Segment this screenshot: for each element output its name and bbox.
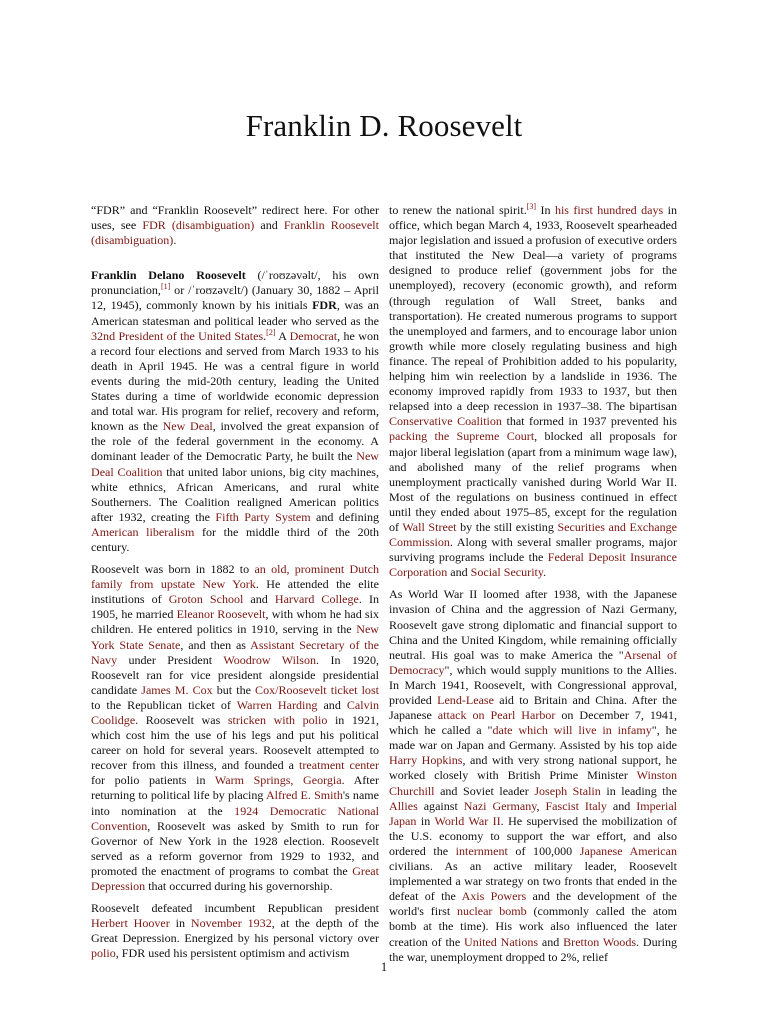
body-text: on December 7, 1941, which he called a " [389, 708, 677, 738]
hatnote [91, 203, 379, 248]
body-text: and [538, 934, 564, 949]
wiki-link[interactable]: Social Security [470, 565, 544, 580]
body-text: . [173, 233, 177, 248]
wiki-link[interactable]: internment [455, 843, 508, 858]
body-text: aid to Britain and China. After the Japanese [389, 693, 677, 723]
wiki-link[interactable]: Fascist Italy [545, 798, 607, 813]
wiki-link[interactable]: Warren Harding [236, 697, 318, 712]
page-number: 1 [380, 960, 388, 974]
body-text: in 1921, which cost him the use of his legs and put his political career on hold for several years. Roosevelt attempted to recover from this illness, and founded a [91, 713, 380, 773]
wiki-link[interactable]: Arsenal of Democracy [389, 647, 677, 677]
wiki-link[interactable]: Great Depression [91, 863, 379, 894]
body-text: As World War II loomed after 1938, with the Japanese invasion of China and the aggression of Nazi Germany, Roosevelt gave strong diplomatic and financial support to China and the United Kingdom, while remaining officially neutral. His goal was to make America the " [389, 587, 677, 662]
body-text: ", which would supply munitions to the Allies. In March 1941, Roosevelt, with Congressional approval, provided [389, 662, 677, 707]
citation-link[interactable]: [2] [266, 327, 276, 337]
wiki-link[interactable]: Herbert Hoover [91, 916, 170, 931]
wiki-link[interactable]: James M. Cox [141, 682, 213, 697]
wiki-link[interactable]: Harry Hopkins [389, 753, 463, 768]
body-text: and [243, 592, 275, 607]
wiki-link[interactable]: Federal Deposit Insurance Corporation [389, 550, 677, 580]
citation-link[interactable]: [3] [526, 201, 537, 211]
wiki-link[interactable]: Fifth Party System [215, 509, 311, 524]
body-text: and [254, 218, 284, 233]
wiki-link[interactable]: Calvin Coolidge [91, 697, 380, 727]
wiki-link[interactable]: Assistant Secretary of the Navy [91, 637, 379, 667]
body-text: and [606, 798, 637, 813]
wiki-link[interactable]: Axis Powers [461, 889, 527, 904]
body-text: of 100,000 [507, 843, 580, 858]
wiki-link[interactable]: Allies [389, 798, 418, 813]
body-text: , and then as [180, 637, 251, 652]
paragraph [389, 203, 677, 580]
paragraph [91, 268, 379, 555]
bold-term: Franklin Delano Roosevelt [91, 268, 246, 283]
left-paragraphs [91, 268, 379, 961]
body-text: . In 1920, Roosevelt ran for vice president alongside presidential candidate [91, 652, 379, 697]
body-text: In [536, 203, 555, 217]
body-text: to renew the national spirit. [389, 203, 527, 217]
body-text: , blocked all proposals for major liberal legislation (apart from a minimum wage law), and abolished many of the relief programs when unemployment practically vanished during World War II. Most of the regulations on business continued in effect until they ended about 1975–85, except for the regulation of [389, 429, 677, 534]
body-text: , he won a record four elections and served from March 1933 to his death in April 1945. He was a central figure in world events during the mid-20th century, leading the United States during a time of worldwide economic depression and total war. His program for relief, recovery and reform, known as the [91, 328, 379, 434]
wiki-link[interactable]: Winston Churchill [389, 768, 677, 798]
body-text: in office, which began March 4, 1933, Roosevelt spearheaded major legislation and issued a profusion of executive orders that instituted the New Deal—a variety of programs designed to produce relief (government jobs for the unemployed), recovery (economic growth), and reform (through regulation of Wall Street, banks and transportation). He created numerous programs to support the unemployed and farmers, and to encourage labor union growth while more closely regulating business and high finance. The repeal of Prohibition added to his popularity, helping him win reelection by a landslide in 1936. The economy improved rapidly from 1933 to 1937, but then relapsed into a deep recession in 1937–38. The bipartisan [389, 203, 677, 414]
body-text: to the Republican ticket of [91, 697, 237, 712]
wiki-link[interactable]: FDR (disambiguation) [142, 218, 255, 233]
body-text: 's name into nomination at the [91, 788, 380, 818]
page-title: Franklin D. Roosevelt [245, 108, 523, 143]
wiki-link[interactable]: Lend-Lease [437, 693, 494, 707]
body-text: against [417, 798, 464, 813]
wiki-link[interactable]: Wall Street [402, 519, 457, 534]
wiki-link[interactable]: polio [91, 946, 116, 961]
body-text: . He attended the elite institutions of [91, 577, 379, 607]
right-column [389, 203, 677, 972]
wiki-link[interactable]: Securities and Exchange Commission [389, 519, 678, 550]
body-text: but the [212, 682, 256, 697]
paragraph [91, 562, 379, 894]
wiki-link[interactable]: Japanese American [579, 843, 677, 858]
wiki-link[interactable]: nuclear bomb [456, 904, 527, 919]
wiki-link[interactable]: his first hundred days [554, 203, 664, 217]
body-text: , was an American statesman and political leader who served as the [91, 298, 380, 328]
body-text: in leading the [600, 783, 677, 798]
body-text: . [263, 328, 267, 343]
paragraph [91, 901, 379, 961]
body-text: and Soviet leader [434, 783, 535, 798]
body-text: A [275, 328, 290, 343]
wiki-link[interactable]: an old, prominent Dutch family from upstate New York [91, 562, 379, 592]
body-text: for polio patients in [91, 773, 215, 788]
wiki-link[interactable]: treatment center [299, 758, 379, 773]
body-text: in [169, 916, 191, 931]
wiki-link[interactable]: Eleanor Roosevelt [176, 607, 266, 622]
wiki-link[interactable]: Warm Springs, Georgia [214, 773, 342, 788]
body-text: and the development of the world's first [389, 889, 677, 919]
right-paragraphs [389, 203, 677, 965]
bold-term: FDR [312, 298, 337, 313]
body-text: “FDR” and “Franklin Roosevelt” redirect here. For other uses, see [91, 203, 379, 233]
wiki-link[interactable]: date which will live in infamy [492, 723, 652, 738]
body-text: ", he made war on Japan and Germany. Assisted by his top aide [389, 723, 677, 753]
body-text: . Roosevelt was [135, 713, 228, 727]
body-text: , at the depth of the Great Depression. Energized by his personal victory over [91, 916, 379, 946]
wiki-link[interactable]: Bretton Woods [563, 934, 637, 949]
body-text: for the middle third of the 20th century. [91, 524, 379, 554]
body-text: or /ˈroʊzəvɛlt/) (January 30, 1882 – April 12, 1945), commonly known by his initials [91, 283, 379, 313]
wiki-link[interactable]: November 1932 [190, 916, 272, 931]
body-text: by the still existing [456, 519, 558, 534]
body-text: and [447, 565, 471, 580]
body-text: that occurred during his governorship. [145, 879, 333, 894]
body-text: , with whom he had six children. He entered politics in 1910, serving in the [91, 607, 379, 637]
body-text: , and with very strong national support, he worked closely with British Prime Minister [389, 753, 677, 783]
body-text: , Roosevelt was asked by Smith to run for Governor of New York in the 1928 election. Roosevelt served as a reform governor from 1929 to 1932, and promoted the enactment of programs to combat the [91, 818, 379, 878]
wiki-link[interactable]: stricken with polio [227, 713, 328, 727]
wiki-link[interactable]: New Deal Coalition [91, 449, 379, 479]
body-text: , FDR used his persistent optimism and activism [115, 946, 350, 961]
wiki-link[interactable]: Harvard College [274, 592, 359, 607]
citation [161, 282, 170, 291]
citation [527, 202, 536, 211]
body-text: Roosevelt was born in 1882 to [91, 562, 255, 577]
body-text: (/ˈroʊzəvəlt/, his own pronunciation, [91, 268, 379, 298]
wiki-link[interactable]: Alfred E. Smith [265, 788, 343, 803]
wiki-link[interactable]: 32nd President of the United States [91, 328, 264, 343]
wiki-link[interactable]: Groton School [168, 592, 244, 607]
wiki-link[interactable]: United Nations [464, 934, 539, 949]
wiki-link[interactable]: Conservative Coalition [389, 414, 502, 429]
body-text: , involved the great expansion of the role of the federal government in the economy. A dominant leader of the Democratic Party, he built the [91, 419, 380, 464]
body-text: (commonly called the atom bomb at the time). His work also influenced the later creation of the [389, 904, 677, 949]
body-text: that united labor unions, big city machines, white ethnics, African Americans, and rural white Southerners. The Coalition realigned American politics after 1932, creating the [91, 464, 380, 524]
body-text: . During the war, unemployment dropped to 2%, relief [389, 934, 678, 964]
body-text: . After returning to political life by placing [91, 773, 379, 803]
body-text: , [536, 798, 546, 813]
wiki-link[interactable]: Franklin Roosevelt (disambiguation) [91, 218, 379, 248]
wiki-link[interactable]: Joseph Stalin [534, 783, 601, 798]
body-text: . He supervised the mobilization of the U.S. economy to support the war effort, and also ordered the [389, 813, 677, 858]
body-text: civilians. As an active military leader, Roosevelt implemented a war strategy on two fronts that ended in the defeat of the [389, 859, 677, 904]
body-text: Roosevelt defeated incumbent Republican president [91, 901, 379, 916]
wiki-link[interactable]: New Deal [162, 419, 213, 434]
body-text: that formed in 1937 prevented his [501, 414, 677, 429]
wiki-link[interactable]: American liberalism [91, 524, 195, 539]
wiki-link[interactable]: Cox/Roosevelt ticket lost [255, 682, 379, 697]
body-text: in [416, 813, 435, 828]
wiki-link[interactable]: New York State Senate [91, 622, 379, 652]
body-text: . Along with several smaller programs, major surviving programs include the [389, 535, 677, 565]
wiki-link[interactable]: Imperial Japan [389, 798, 678, 828]
wiki-link[interactable]: World War II [434, 813, 501, 828]
paragraph [389, 587, 677, 964]
wiki-link[interactable]: packing the Supreme Court [389, 429, 535, 444]
wiki-link[interactable]: attack on Pearl Harbor [437, 708, 556, 723]
wiki-link[interactable]: Nazi Germany [463, 798, 537, 813]
body-text: . In 1905, he married [91, 592, 379, 622]
body-text: . [543, 565, 547, 580]
body-text: and [317, 697, 347, 712]
citation-link[interactable]: [1] [160, 282, 171, 292]
wiki-link[interactable]: Democrat [289, 328, 338, 343]
body-text: and defining [310, 509, 380, 524]
wiki-link[interactable]: 1924 Democratic National Convention [91, 803, 379, 833]
body-text: under President [117, 652, 224, 667]
wiki-link[interactable]: Woodrow Wilson [223, 652, 317, 667]
left-column [91, 203, 379, 969]
